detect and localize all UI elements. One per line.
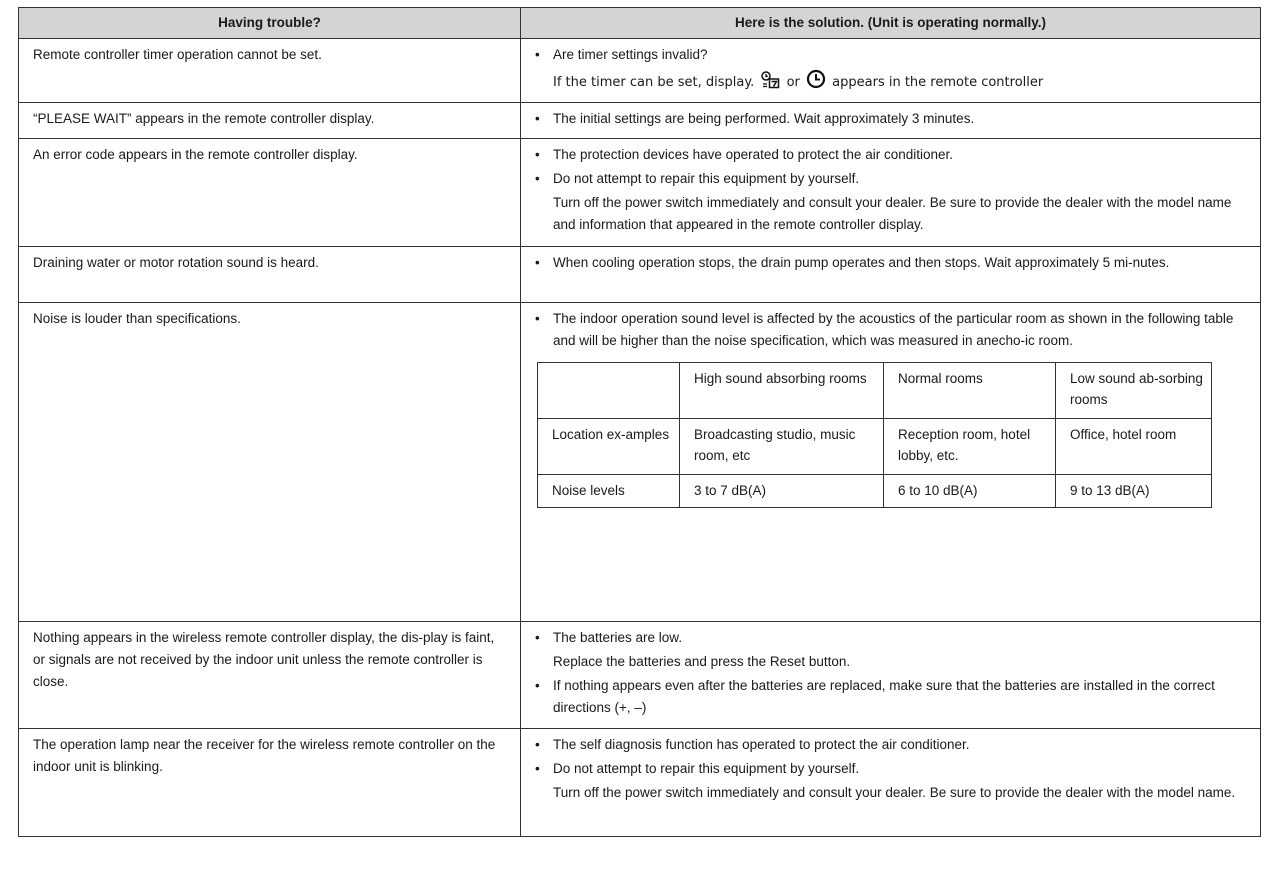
solution-note: Replace the batteries and press the Reset button.	[553, 654, 851, 669]
weekly-timer-icon	[760, 71, 780, 89]
table-row	[19, 139, 1261, 247]
solution-bullet: • When cooling operation stops, the drain pump operates and then stops. Wait approximately 5 mi-nutes.	[535, 252, 1246, 274]
noise-table-corner	[538, 363, 680, 419]
solution-cell	[521, 303, 1261, 622]
solution-cell	[521, 39, 1261, 103]
solution-bullet: • The batteries are low.	[535, 627, 1246, 649]
table-row	[19, 247, 1261, 303]
noise-table-cell: Broadcasting studio, music room, etc	[680, 419, 884, 475]
problem-cell: An error code appears in the remote controller display.	[19, 139, 521, 247]
problem-cell: The operation lamp near the receiver for the wireless remote controller on the indoor unit is blinking.	[19, 729, 521, 837]
solution-bullet: • Do not attempt to repair this equipment by yourself.	[535, 168, 1246, 190]
noise-table-row-label: Noise levels	[538, 475, 680, 508]
header-having-trouble: Having trouble?	[19, 8, 521, 39]
solution-note-or: or	[786, 75, 800, 90]
solution-bullet: • Do not attempt to repair this equipment by yourself.	[535, 758, 1246, 780]
table-row	[19, 103, 1261, 139]
solution-note: Turn off the power switch immediately and consult your dealer. Be sure to provide the dealer with the model name.	[553, 785, 1236, 800]
table-row	[19, 39, 1261, 103]
noise-table-cell: Reception room, hotel lobby, etc.	[884, 419, 1056, 475]
table-row	[19, 622, 1261, 729]
problem-cell: Noise is louder than specifications.	[19, 303, 521, 622]
solution-bullet: • The protection devices have operated to protect the air conditioner.	[535, 144, 1246, 166]
problem-cell: Remote controller timer operation cannot be set.	[19, 39, 521, 103]
problem-cell: “PLEASE WAIT” appears in the remote controller display.	[19, 103, 521, 139]
noise-table-header-row	[538, 363, 1212, 419]
noise-table-header: Low sound ab-sorbing rooms	[1056, 363, 1212, 419]
noise-table-cell: 9 to 13 dB(A)	[1056, 475, 1212, 508]
solution-bullet: • Are timer settings invalid?	[535, 44, 1246, 66]
solution-bullet: • If nothing appears even after the batteries are replaced, make sure that the batteries are installed in the correct directions (+, –)	[535, 675, 1246, 719]
noise-level-table	[537, 362, 1212, 508]
noise-table-header: Normal rooms	[884, 363, 1056, 419]
solution-note-text: If the timer can be set, display.	[553, 75, 755, 90]
solution-cell	[521, 729, 1261, 837]
noise-table-row-label: Location ex-amples	[538, 419, 680, 475]
header-row	[19, 8, 1261, 39]
noise-table-row	[538, 419, 1212, 475]
solution-cell	[521, 247, 1261, 303]
solution-cell	[521, 622, 1261, 729]
problem-cell: Draining water or motor rotation sound is heard.	[19, 247, 521, 303]
solution-bullet: • The self diagnosis function has operated to protect the air conditioner.	[535, 734, 1246, 756]
solution-note-text-end: appears in the remote controller	[832, 75, 1044, 90]
noise-table-cell: 3 to 7 dB(A)	[680, 475, 884, 508]
noise-table-row	[538, 475, 1212, 508]
clock-icon	[806, 69, 826, 89]
solution-cell	[521, 139, 1261, 247]
noise-table-cell: Office, hotel room	[1056, 419, 1212, 475]
table-row	[19, 729, 1261, 837]
noise-table-cell: 6 to 10 dB(A)	[884, 475, 1056, 508]
problem-cell: Nothing appears in the wireless remote controller display, the dis-play is faint, or signals are not received by the indoor unit unless the remote controller is close.	[19, 622, 521, 729]
noise-table-header: High sound absorbing rooms	[680, 363, 884, 419]
troubleshooting-table	[18, 7, 1261, 837]
solution-bullet: • The initial settings are being performed. Wait approximately 3 minutes.	[535, 108, 1246, 130]
header-solution: Here is the solution. (Unit is operating normally.)	[521, 8, 1261, 39]
solution-note: Turn off the power switch immediately and consult your dealer. Be sure to provide the dealer with the model name and information that appeared in the remote controller display.	[553, 195, 1232, 232]
solution-bullet: • The indoor operation sound level is affected by the acoustics of the particular room as shown in the following table and will be higher than the noise specification, which was measured in anecho-ic room.	[535, 308, 1246, 352]
solution-note	[535, 69, 1246, 94]
table-row	[19, 303, 1261, 622]
solution-cell	[521, 103, 1261, 139]
